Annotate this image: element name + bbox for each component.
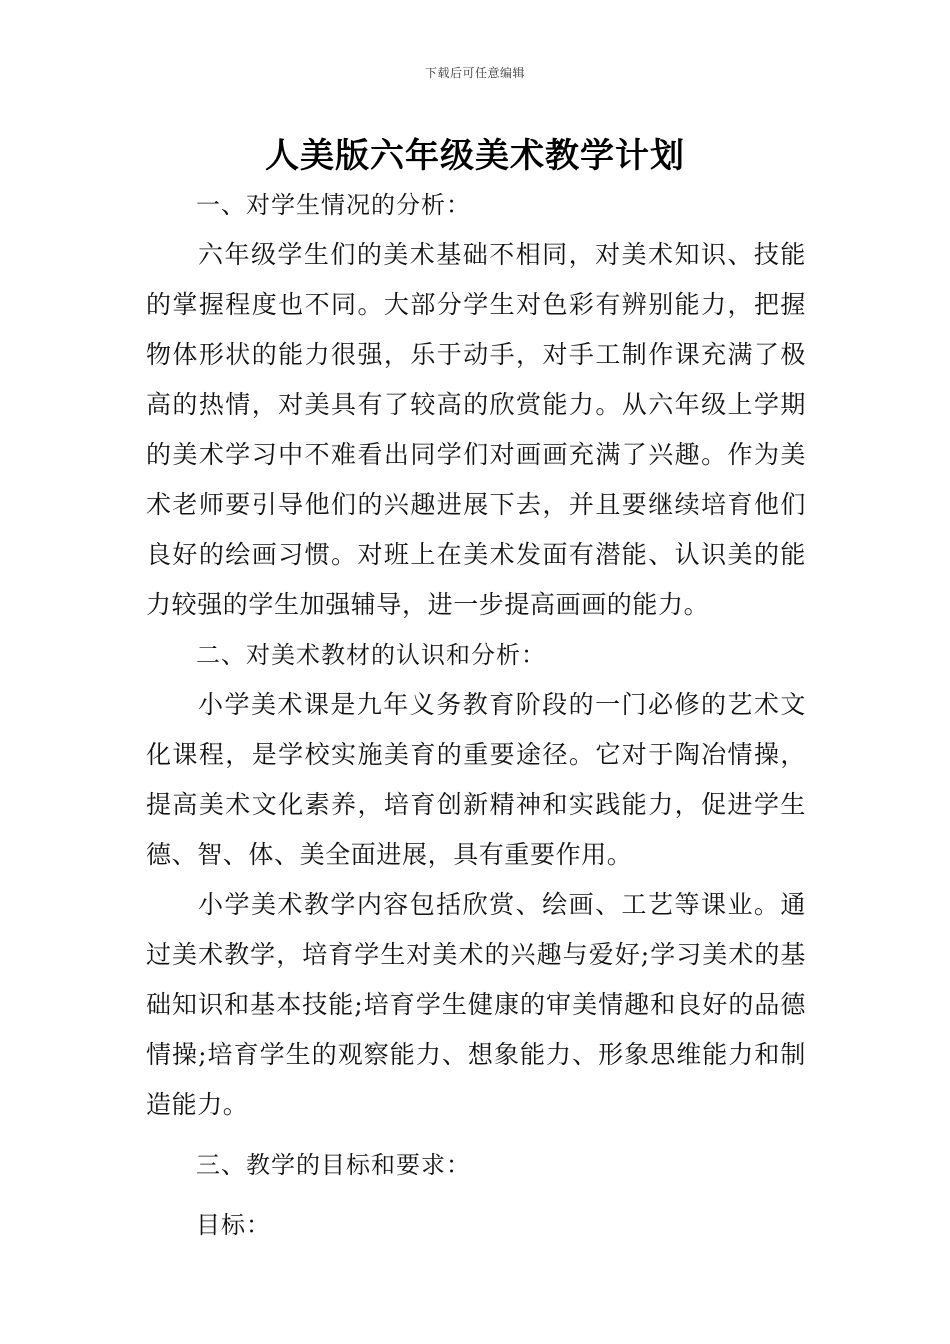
section-heading-textbook-analysis: 二、对美术教材的认识和分析：: [196, 641, 546, 669]
section-heading-goals: 三、教学的目标和要求：: [196, 1151, 471, 1179]
paragraph-teaching-content: 小学美术教学内容包括欣赏、绘画、工艺等课业。通过美术教学，培育学生对美术的兴趣与爱好;学习美术的基础知识和基本技能;培育学生健康的审美情趣和良好的品德情操;培育学生的观察能力、想象能力、形象思维能力和制造能力。: [146, 890, 806, 1119]
subheading-goal: 目标：: [196, 1211, 271, 1239]
spacer: [146, 1130, 806, 1140]
document-body: [146, 180, 806, 1250]
section-heading-student-analysis: 一、对学生情况的分析：: [196, 191, 471, 219]
paragraph-course-importance: 小学美术课是九年义务教育阶段的一门必修的艺术文化课程，是学校实施美育的重要途径。它对于陶冶情操，提高美术文化素养，培育创新精神和实践能力，促进学生德、智、体、美全面进展，具有重要作用。: [146, 690, 806, 869]
page-header-note: 下载后可任意编辑: [424, 66, 525, 80]
paragraph-student-analysis: 六年级学生们的美术基础不相同，对美术知识、技能的掌握程度也不同。大部分学生对色彩有辨别能力，把握物体形状的能力很强，乐于动手，对手工制作课充满了极高的热情，对美具有了较高的欣赏能力。从六年级上学期的美术学习中不难看出同学们对画画充满了兴趣。作为美术老师要引导他们的兴趣进展下去，并且要继续培育他们良好的绘画习惯。对班上在美术发面有潜能、认识美的能力较强的学生加强辅导，进一步提高画画的能力。: [146, 240, 806, 619]
document-title: 人美版六年级美术教学计划: [265, 136, 685, 176]
spacer: [146, 1190, 806, 1200]
